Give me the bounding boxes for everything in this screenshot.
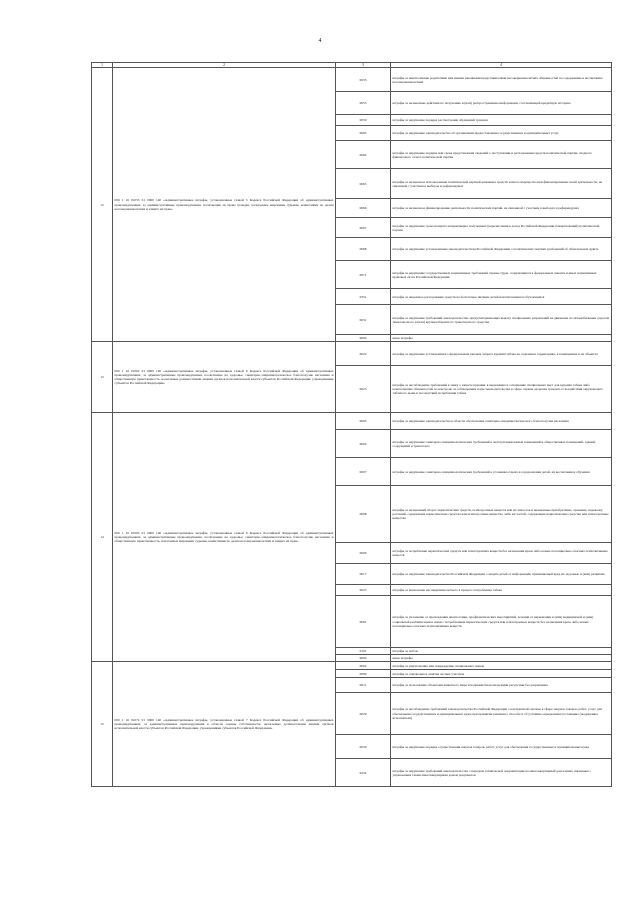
fine-description-cell: иные штрафы (391, 655, 612, 662)
fine-description-cell: штрафы за нарушение законодательства в области обеспечения санитарно-эпидемиологического благополучия населения (391, 413, 612, 430)
subcode-cell: 0009 (336, 670, 391, 678)
fine-description-cell: штрафы за уклонение от прохождения диагностики, профилактических мероприятий, лечения от наркомании и (или) медицинской и (или) социальной реабилитации в связи с потреблением наркотических средств или психотропных веществ без назначения врача либо новых потенциально опасных психоактивных веществ (391, 596, 612, 648)
subcode-cell: 0068 (336, 238, 391, 261)
row-number: 14 (92, 413, 113, 662)
fine-description-cell: штрафы за нарушение срока возврата неправомерно полученных (перечисления в доход Российской Федерации пожертвований) политической партии (391, 218, 612, 238)
fine-description-cell: штрафы за нарушение порядка осуществления закупок товаров, работ, услуг для обеспечения государственных и муниципальных нужд (391, 735, 612, 759)
subcode-cell: 0023 (336, 585, 391, 596)
fine-description-cell: штрафы за нецелевое расходование средств на бесплатное питание детей или питающихся обучающихся (391, 289, 612, 305)
subcode-cell: 0064 (336, 141, 391, 169)
fine-description-cell: штрафы за нарушение санитарно-эпидемиологических требований к условиям отдыха и оздоровления детей, их воспитания и обучения (391, 458, 612, 486)
subcode-cell: 0063 (336, 126, 391, 141)
subcode-cell: 0351 (336, 289, 391, 305)
subcode-cell: 0091 (336, 596, 391, 648)
subcode-cell: 0232 (336, 759, 391, 787)
fine-description-cell: штрафы за нарушение требований законодательства о передаче технической документации на многоквартирный дом и иных связанных с управлением таким многоквартирным домом документов (391, 759, 612, 787)
budget-classification-name: 000 1 16 01053 01 0000 140 «Административные штрафы, установленные главой 5 Кодекса Российской Федерации об административных правонарушениях, за административные правонарушения, посягающие на права граждан, налагаемые мировыми судьями, комиссиями по делам несовершеннолетних и защите их прав» (113, 68, 336, 342)
fine-description-cell: штрафы за незаконный оборот наркотических средств, психотропных веществ или их аналогов и незаконные приобретение, хранение, перевозку растений, содержащих наркотические средства или психотропные вещества, либо их частей, содержащих наркотические средства или психотропные вещества (391, 486, 612, 543)
fine-description-cell: иные штрафы (391, 335, 612, 342)
fines-table-body (92, 63, 612, 787)
subcode-cell: 0004 (336, 430, 391, 458)
fine-description-cell: штрафы за нарушение законодательства Российской Федерации о защите детей от информации, причиняющей вред их здоровью и (или) развитию (391, 564, 612, 585)
fine-description-cell: штрафы за нарушение установленных законодательством Российской Федерации о политических партиях требований об обязательном аудите (391, 238, 612, 261)
subcode-cell: 0035 (336, 68, 391, 92)
subcode-cell: 0002 (336, 662, 391, 670)
subcode-cell: 0065 (336, 169, 391, 199)
subcode-cell: 0008 (336, 486, 391, 543)
budget-classification-name: 000 1 16 01062 01 0000 140 «Административные штрафы, установленные главой 6 Кодекса Российской Федерации об административных правонарушениях, за административные правонарушения, посягающие на здоровье, санитарно-эпидемиологическое благополучие населения и общественную нравственность, налагаемые должностными лицами органов исполнительной власти субъектов Российской Федерации, учреждениями субъектов Российской Федерации» (113, 342, 336, 413)
fines-table (91, 62, 612, 787)
header-cell-2: 2 (113, 63, 336, 68)
subcode-cell: 0024 (336, 342, 391, 366)
table-row (92, 68, 612, 92)
fine-description-cell: штрафы за нарушение установленного федеральным законом запрета курения табака на отдельных территориях, в помещениях и на объектах (391, 342, 612, 366)
fine-description-cell: штрафы за незаконное использование политической партией денежных средств и иного имущества при финансировании своей деятельности, не связанной с участием в выборах и референдумах (391, 169, 612, 199)
subcode-cell: 0003 (336, 413, 391, 430)
header-cell-4: 4 (391, 63, 612, 68)
fine-description-cell: штрафы за нарушение порядка рассмотрения обращений граждан (391, 115, 612, 126)
subcode-cell: 0066 (336, 199, 391, 218)
header-cell-1: 1 (92, 63, 113, 68)
subcode-cell: 0030 (336, 735, 391, 759)
table-row (92, 413, 612, 430)
subcode-cell: 0053 (336, 92, 391, 115)
fine-description-cell: штрафы за нарушение требований законодательства, предусматривающих выдачу специальных разрешений на движение по автомобильным дорогам тяжеловесного и (или) крупногабаритного транспортного средства (391, 305, 612, 335)
fine-description-cell: штрафы за неисполнение родителями или иными законными представителями несовершеннолетних обязанностей по содержанию и воспитанию несовершеннолетних (391, 68, 612, 92)
subcode-cell: 0017 (336, 564, 391, 585)
row-number: 13 (92, 342, 113, 413)
subcode-cell: 0071 (336, 261, 391, 289)
fine-description-cell: штрафы за уничтожение или повреждение специальных знаков (391, 662, 612, 670)
row-number: 15 (92, 662, 113, 787)
subcode-cell: 0101 (336, 648, 391, 655)
subcode-cell: 0029 (336, 693, 391, 735)
fine-description-cell: штрафы за несоблюдение требований законодательства Российской Федерации о контрактной системе в сфере закупок товаров, работ, услуг для обеспечения государственных и муниципальных нужд при принятии решения о способе и об условиях определения поставщика (подрядчика, исполнителя) (391, 693, 612, 735)
table-row (92, 662, 612, 670)
fine-description-cell: штрафы за вовлечение несовершеннолетнего в процесс потребления табака (391, 585, 612, 596)
subcode-cell: 0011 (336, 678, 391, 693)
fine-description-cell: штрафы за нарушение порядка или срока представления сведений о поступлении и расходовании средств политической партии, сводного финансового отчета политической партии (391, 141, 612, 169)
subcode-cell: 0025 (336, 366, 391, 413)
budget-classification-name: 000 1 16 01072 01 0000 140 «Административные штрафы, установленные главой 7 Кодекса Российской Федерации об административных правонарушениях, за административные правонарушения в области охраны собственности, налагаемые должностными лицами органов исполнительной власти субъектов Российской Федерации, учреждениями субъектов Российской Федерации» (113, 662, 336, 787)
fine-description-cell: штрафы за нарушение государственных нормативных требований охраны труда, содержащихся в федеральных законах и иных нормативных правовых актах Российской Федерации (391, 261, 612, 289)
fine-description-cell: штрафы за нарушение законодательства об организации предоставления государственных и муниципальных услуг (391, 126, 612, 141)
subcode-cell: 9000 (336, 655, 391, 662)
fine-description-cell: штрафы за несоблюдение требований к знаку о запрете курения, к выделению и оснащению специальных мест для курения табака либо неисполнение обязанностей по контролю за соблюдением норм законодательства в сфере охраны здоровья граждан от воздействия окружающего табачного дыма и последствий потребления табака (391, 366, 612, 413)
budget-classification-name: 000 1 16 01063 01 0000 140 «Административные штрафы, установленные главой 6 Кодекса Российской Федерации об административных правонарушениях, за административные правонарушения, посягающие на здоровье, санитарно-эпидемиологическое благополучие населения и общественную нравственность, налагаемые мировыми судьями, комиссиями по делам несовершеннолетних и защите их прав» (113, 413, 336, 662)
subcode-cell: 0631 (336, 305, 391, 335)
subcode-cell: 0059 (336, 115, 391, 126)
page-number: 4 (318, 38, 322, 44)
table-row (92, 342, 612, 366)
subcode-cell: 0007 (336, 458, 391, 486)
subcode-cell: 0009 (336, 543, 391, 564)
fine-description-cell: штрафы за нарушение санитарно-эпидемиологических требований к эксплуатации жилых помещений и общественных помещений, зданий, сооружений и транспорта (391, 430, 612, 458)
fine-description-cell: штрафы за незаконные действия по получению и (или) распространению информации, составляющей кредитную историю (391, 92, 612, 115)
fine-description-cell: штрафы за пользование объектами животного мира и водными биологическими ресурсами без разрешения (391, 678, 612, 693)
fine-description-cell: штрафы за незаконное финансирование деятельности политических партий, не связанной с участием в выборах и референдумах (391, 199, 612, 218)
subcode-cell: 9000 (336, 335, 391, 342)
subcode-cell: 0067 (336, 218, 391, 238)
header-cell-3: 3 (336, 63, 391, 68)
fine-description-cell: штрафы за побои (391, 648, 612, 655)
row-number: 12 (92, 68, 113, 342)
fine-description-cell: штрафы за самовольное занятие лесных участков (391, 670, 612, 678)
fine-description-cell: штрафы за потребление наркотических средств или психотропных веществ без назначения врача либо новых потенциально опасных психоактивных веществ (391, 543, 612, 564)
